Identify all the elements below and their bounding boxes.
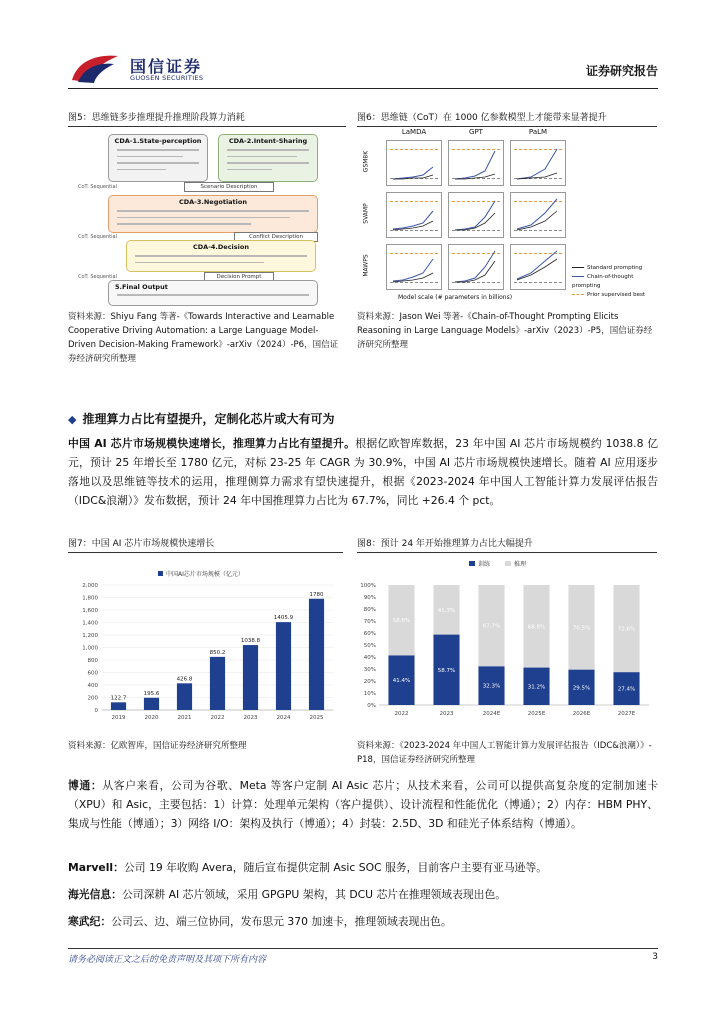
bar (210, 657, 225, 710)
conflict-description-box: Conflict Description (234, 232, 318, 242)
fig8-title: 图8：预计 24 年开始推理算力占比大幅提升 (357, 539, 533, 549)
y-tick-label: 1,400 (82, 620, 98, 627)
footer-disclaimer: 请务必阅读正文之后的免责声明及其项下所有内容 (68, 955, 267, 965)
page-number: 3 (652, 952, 658, 962)
fig6-row-gsm8k: GSM8K (362, 150, 370, 173)
fig8-source: 资料来源：《2023-2024 年中国人工智能计算力发展评估报告（IDC&浪潮）》-P18，国信证券经济研究所整理 (357, 741, 652, 765)
y-tick-label: 60% (363, 631, 376, 637)
fig6-panel (448, 192, 504, 238)
fig7-title-rule (68, 552, 343, 553)
header-divider (68, 88, 658, 89)
cda3-box: CDA-3.Negotiation (108, 195, 318, 233)
fig6-row-mawps: MAWPS (362, 254, 370, 277)
cda4-box: CDA-4.Decision (126, 240, 316, 272)
legend-swatch (158, 571, 163, 576)
fig7-title: 图7：中国 AI 芯片市场规模快速增长 (68, 539, 215, 549)
section-heading: ◆ 推理算力占比有望提升，定制化芯片或大有可为 (68, 412, 335, 426)
x-tick-label: 2019 (111, 715, 126, 721)
fig6-panel (386, 140, 442, 186)
fig6-panel (510, 244, 566, 290)
y-tick-label: 90% (363, 595, 376, 601)
x-tick-label: 2022 (394, 711, 409, 717)
data-label: 41.4% (392, 678, 411, 685)
y-tick-label: 1,800 (82, 595, 98, 602)
brand-name: 国信证券 (130, 57, 203, 76)
y-tick-label: 2,000 (82, 583, 98, 589)
data-label: 72.6% (617, 626, 636, 633)
x-tick-label: 2022 (210, 715, 225, 721)
y-tick-label: 1,000 (82, 645, 98, 652)
x-tick-label: 2026E (572, 711, 591, 717)
y-tick-label: 40% (363, 655, 376, 661)
data-label: 1780 (309, 591, 324, 598)
data-label: 850.2 (209, 649, 226, 656)
ai-chip-market-chart (68, 555, 343, 735)
data-label: 70.5% (572, 625, 591, 632)
fig6-panel (510, 192, 566, 238)
fig6-col-lamda: LaMDA (401, 128, 427, 136)
section-paragraph: 中国 AI 芯片市场规模快速增长，推理算力占比有望提升。根据亿欧智库数据，23 年中国 AI 芯片市场规模约 1038.8 亿元，预计 25 年增长至 1780 亿元，对标 23-25 年 CAGR 为 30.9%，中国 AI 芯片市场规模快速增长。随着 AI 应用逐步落地以及思维链等技术的运用，推理侧算力需求有望快速提升，根据《2023-2024 年中国人工智能计算力发展评估报告（IDC&浪潮）》发布数据，预计 24 年中国推理算力占比为 67.7%，同比 +26.4 个 pct。 (68, 437, 659, 507)
fig6-col-gpt: GPT (469, 128, 483, 136)
data-label: 195.6 (143, 690, 160, 697)
fig6-title: 图6：思维链（CoT）在 1000 亿参数模型上才能带来显著提升 (357, 113, 607, 123)
footer-divider (68, 948, 658, 949)
y-tick-label: 1,600 (82, 608, 98, 614)
data-label: 58.7% (437, 667, 456, 674)
fig5-title-rule (68, 126, 346, 127)
fig6-source: 资料来源：Jason Wei 等著-《Chain-of-Thought Prompting Elicits Reasoning in Large Language Models》-arXiv（2023）-P5，国信证券经济研究所整理 (357, 312, 653, 350)
y-tick-label: 20% (363, 679, 376, 685)
legend-swatch (469, 561, 475, 566)
fig6-title-rule (357, 126, 657, 127)
brand-name-en: GUOSEN SECURITIES (130, 74, 204, 82)
data-label: 67.7% (482, 623, 501, 630)
y-tick-label: 800 (87, 658, 98, 664)
fig6-panel (386, 192, 442, 238)
fig6-legend: Standard prompting Chain-of-thought prompting Prior supervised best (572, 265, 646, 298)
data-label: 426.8 (176, 676, 193, 683)
diamond-bullet-icon: ◆ (68, 413, 77, 426)
x-tick-label: 2027E (617, 711, 636, 717)
data-label: 32.3% (482, 683, 501, 690)
y-tick-label: 1,200 (82, 633, 98, 639)
y-tick-label: 30% (363, 667, 376, 673)
fig6-panel (510, 140, 566, 186)
cda2-box: CDA-2.Intent-Sharing (218, 134, 318, 182)
data-label: 1405.9 (273, 615, 294, 622)
fig5-source: 资料来源：Shiyu Fang 等著-《Towards Interactive and Learnable Cooperative Driving Automation: a Large Language Model-Driven Decision-Making Framework》-arXiv（2024）-P6，国信证券经济研究所整理 (68, 312, 339, 364)
y-tick-label: 600 (87, 670, 98, 677)
scenario-description-box: Scenario Description (184, 182, 274, 192)
y-tick-label: 400 (87, 683, 98, 689)
data-label: 27.4% (617, 686, 636, 693)
inference-share-chart (357, 555, 657, 735)
y-tick-label: 0 (94, 708, 98, 714)
fig8-title-rule (357, 552, 657, 553)
x-tick-label: 2023 (439, 711, 454, 717)
bar (177, 683, 192, 710)
data-label: 58.6% (392, 618, 411, 625)
x-tick-label: 2024E (482, 711, 501, 717)
y-tick-label: 0% (367, 703, 376, 709)
data-label: 122.7 (110, 695, 127, 702)
page-header (68, 48, 658, 88)
fig5-diagram: CDA-1.State-perception CDA-2.Intent-Sharing CoT: Sequential Scenario Description CDA-3.Negotiation CoT: Sequential Conflict Description CDA-4.Decision CoT: Sequential Decision Prompt 5.Final Output (74, 130, 346, 308)
x-tick-label: 2023 (243, 715, 258, 721)
broadcom-paragraph: 博通：从客户来看，公司为谷歌、Meta 等客户定制 AI Asic 芯片；从技术来看，公司可以提供高复杂度的定制加速卡（XPU）和 Asic，主要包括：1）计算：处理单元架构（客户提供）、设计流程和性能优化（博通）；2）内存：HBM PHY、集成与性能（博通）；3）网络 I/O：架构及执行（博通）；4）封装：2.5D、3D 和硅光子体系结构（博通）。 (68, 779, 658, 830)
bar (111, 702, 126, 710)
data-label: 68.8% (527, 624, 546, 631)
fig6-panel (448, 244, 504, 290)
data-label: 1038.8 (240, 638, 261, 645)
fig6-col-palm: PaLM (528, 128, 548, 136)
fig7-source: 资料来源：亿欧智库，国信证券经济研究所整理 (68, 741, 247, 751)
legend-swatch (505, 561, 511, 566)
guosen-logo-icon (68, 50, 122, 84)
final-output-box: 5.Final Output (108, 280, 318, 306)
x-tick-label: 2021 (177, 715, 192, 721)
cambricon-paragraph: 寒武纪：公司云、边、端三位协同，发布思元 370 加速卡，推理领域表现出色。 (68, 915, 452, 928)
x-tick-label: 2020 (144, 715, 159, 721)
x-tick-label: 2025 (309, 715, 324, 721)
y-tick-label: 200 (87, 695, 98, 702)
fig6-panel (448, 140, 504, 186)
fig6-xlabel: Model scale (# parameters in billions) (398, 294, 513, 301)
data-label: 31.2% (527, 684, 546, 691)
legend-label: 训练 (478, 561, 491, 568)
y-tick-label: 50% (363, 643, 376, 649)
y-tick-label: 70% (363, 619, 376, 625)
legend-label: 推理 (514, 561, 527, 568)
bar (276, 622, 291, 710)
cda1-box: CDA-1.State-perception (108, 134, 208, 182)
y-tick-label: 80% (363, 607, 376, 613)
decision-prompt-box: Decision Prompt (204, 272, 274, 282)
bar (309, 599, 324, 710)
fig6-row-svamp: SVAMP (362, 203, 370, 224)
legend-label: 中国AI芯片市场规模（亿元） (166, 571, 244, 578)
bar (243, 645, 258, 710)
x-tick-label: 2024 (276, 715, 291, 721)
x-tick-label: 2025E (527, 711, 546, 717)
y-tick-label: 100% (360, 583, 376, 589)
fig6-cot-grid (358, 128, 654, 312)
hygon-paragraph: 海光信息：公司深耕 AI 芯片领域，采用 GPGPU 架构，其 DCU 芯片在推理领域表现出色。 (68, 888, 507, 901)
fig6-panel (386, 244, 442, 290)
marvell-paragraph: Marvell：公司 19 年收购 Avera，随后宣布提供定制 Asic SOC 服务，目前客户主要有亚马逊等。 (68, 861, 548, 874)
bar (144, 698, 159, 710)
data-label: 41.3% (437, 607, 456, 614)
fig5-title: 图5：思维链多步推理提升推理阶段算力消耗 (68, 113, 245, 123)
data-label: 29.5% (572, 685, 591, 692)
y-tick-label: 10% (363, 691, 376, 697)
report-type: 证券研究报告 (585, 64, 658, 78)
